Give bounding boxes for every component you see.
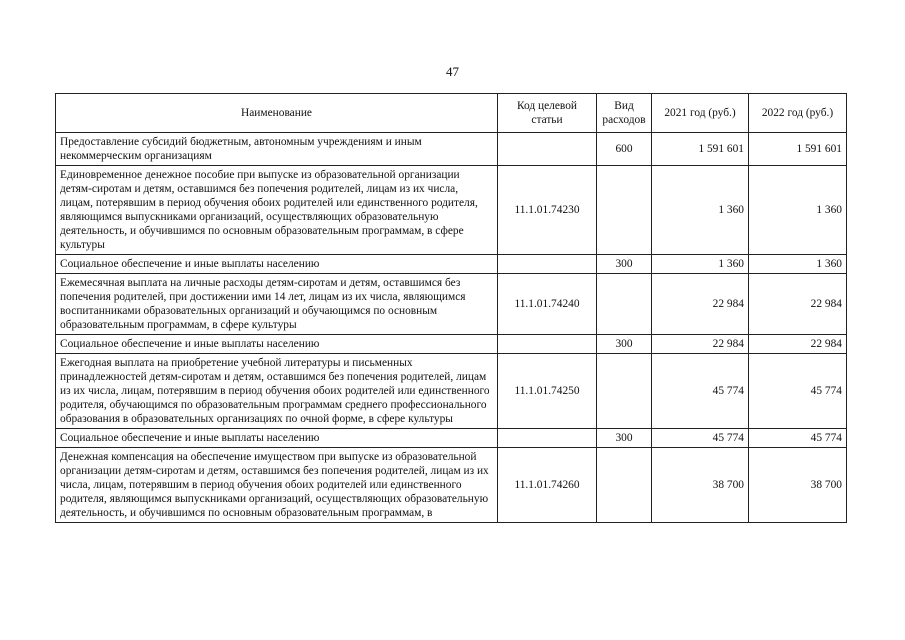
row-type: 600	[597, 133, 652, 166]
table-row	[56, 429, 847, 448]
table-row	[56, 448, 847, 523]
row-code	[498, 133, 597, 166]
row-code	[498, 335, 597, 354]
table-header-row	[56, 94, 847, 133]
row-amount-2021: 38 700	[652, 448, 749, 523]
budget-table	[55, 93, 847, 523]
column-header-2022: 2022 год (руб.)	[749, 94, 847, 133]
row-name: Социальное обеспечение и иные выплаты населению	[56, 255, 498, 274]
row-code	[498, 429, 597, 448]
row-type	[597, 354, 652, 429]
row-amount-2022: 38 700	[749, 448, 847, 523]
row-code	[498, 255, 597, 274]
column-header-2021: 2021 год (руб.)	[652, 94, 749, 133]
column-header-name: Наименование	[56, 94, 498, 133]
row-amount-2022: 1 360	[749, 166, 847, 255]
row-amount-2021: 45 774	[652, 429, 749, 448]
row-type: 300	[597, 335, 652, 354]
row-amount-2021: 22 984	[652, 274, 749, 335]
column-header-code: Код целевой статьи	[498, 94, 597, 133]
row-code: 11.1.01.74240	[498, 274, 597, 335]
row-name: Предоставление субсидий бюджетным, автономным учреждениям и иным некоммерческим организациям	[56, 133, 498, 166]
row-type	[597, 448, 652, 523]
row-name: Единовременное денежное пособие при выпуске из образовательной организации детям-сиротам и детям, оставшимся без попечения родителей, лицам из их числа, лицам, потерявшим в период обучения обоих родителей или единственного родителя, являющимся выпускниками организаций, осуществляющих образовательную деятельность, и обучившимся по основным образовательным программам, в сфере культуры	[56, 166, 498, 255]
table-row	[56, 166, 847, 255]
row-type: 300	[597, 429, 652, 448]
table-row	[56, 274, 847, 335]
row-amount-2021: 1 591 601	[652, 133, 749, 166]
row-amount-2022: 22 984	[749, 335, 847, 354]
column-header-type: Вид расходов	[597, 94, 652, 133]
table-row	[56, 133, 847, 166]
row-amount-2022: 45 774	[749, 354, 847, 429]
row-name: Социальное обеспечение и иные выплаты населению	[56, 335, 498, 354]
row-amount-2022: 1 591 601	[749, 133, 847, 166]
row-type	[597, 166, 652, 255]
row-amount-2021: 1 360	[652, 166, 749, 255]
row-amount-2021: 45 774	[652, 354, 749, 429]
row-name: Социальное обеспечение и иные выплаты населению	[56, 429, 498, 448]
row-amount-2021: 22 984	[652, 335, 749, 354]
row-name: Ежегодная выплата на приобретение учебной литературы и письменных принадлежностей детям-сиротам и детям, оставшимся без попечения родителей, лицам из их числа, лицам, потерявшим в период обучения обоих родителей или единственного родителя, обучающимся по образовательным программам среднего профессионального образования в образовательных организациях по очной форме, в сфере культуры	[56, 354, 498, 429]
table-row	[56, 335, 847, 354]
row-name: Ежемесячная выплата на личные расходы детям-сиротам и детям, оставшимся без попечения родителей, при достижении ими 14 лет, лицам из их числа, являющимся воспитанниками образовательных организаций и обучающимся по основным образовательным программам, в сфере культуры	[56, 274, 498, 335]
row-amount-2022: 22 984	[749, 274, 847, 335]
row-code: 11.1.01.74230	[498, 166, 597, 255]
row-code: 11.1.01.74250	[498, 354, 597, 429]
row-type	[597, 274, 652, 335]
row-type: 300	[597, 255, 652, 274]
row-name: Денежная компенсация на обеспечение имуществом при выпуске из образовательной организации детям-сиротам и детям, оставшимся без попечения родителей, лицам из их числа, лицам, потерявшим в период обучения обоих родителей или единственного родителя, являющимся выпускниками организаций, осуществляющих образовательную деятельность, и обучившимся по основным образовательным программам, в	[56, 448, 498, 523]
row-code: 11.1.01.74260	[498, 448, 597, 523]
row-amount-2022: 1 360	[749, 255, 847, 274]
page-number: 47	[446, 64, 459, 79]
table-row	[56, 354, 847, 429]
row-amount-2022: 45 774	[749, 429, 847, 448]
row-amount-2021: 1 360	[652, 255, 749, 274]
table-row	[56, 255, 847, 274]
